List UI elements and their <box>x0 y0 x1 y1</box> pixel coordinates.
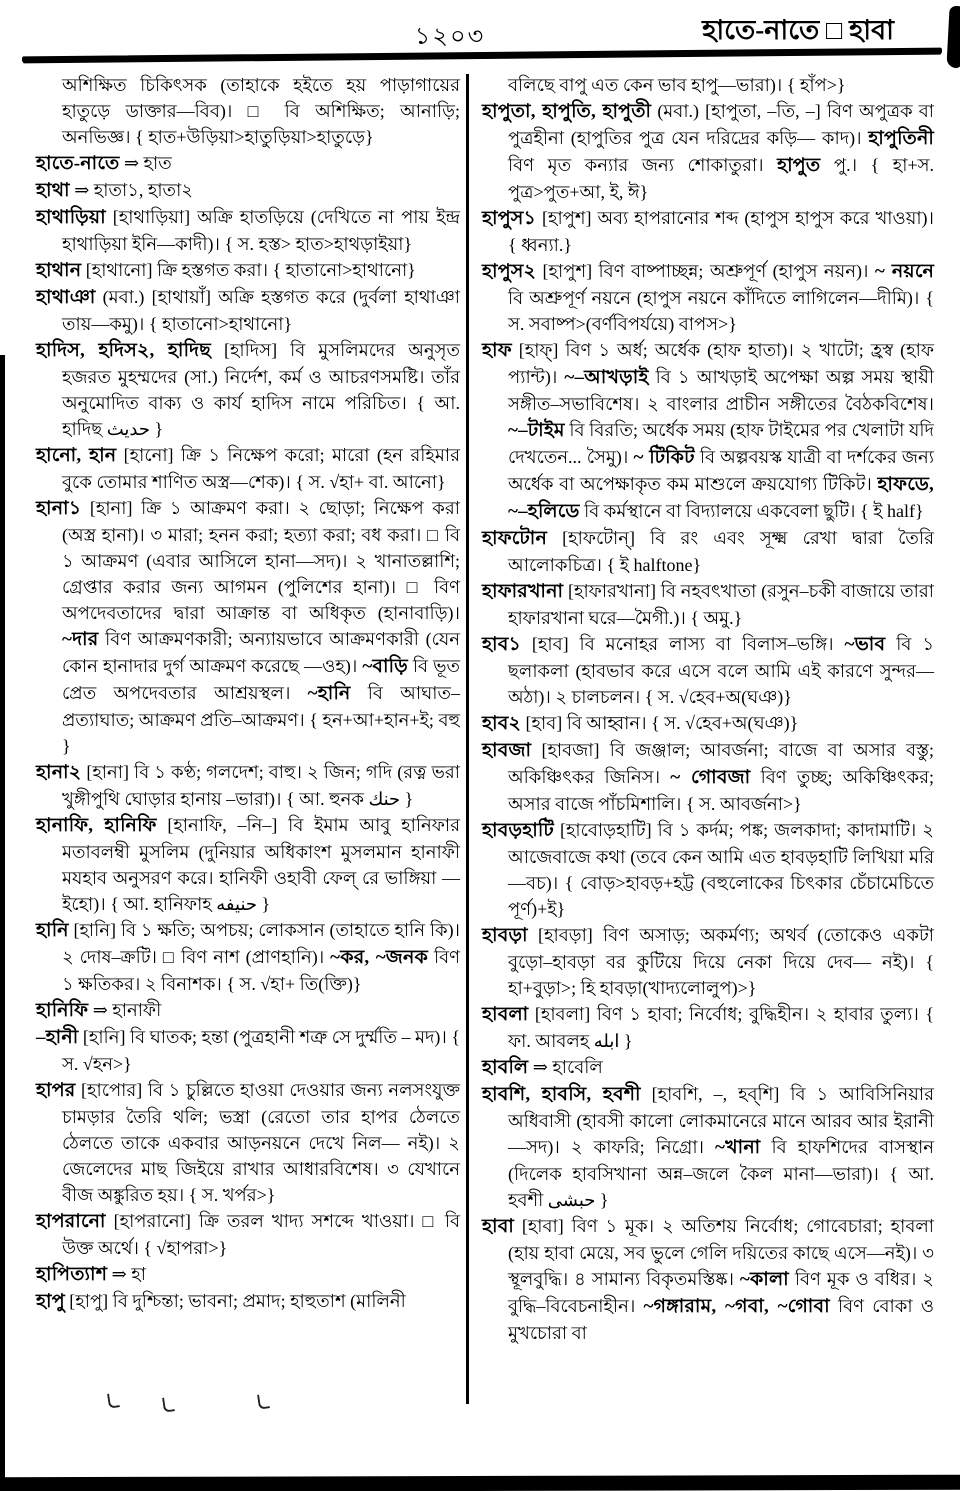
entry-text: [হাফটোন্] বি রং এবং সূক্ষ্ম রেখা দ্বারা তৈরি আলোকচিত্র। { ই halftone} <box>508 528 934 575</box>
dictionary-entry <box>36 1208 460 1261</box>
entry-text: বি ভূত প্রেত অপদেবতার আশ্রয়স্থল। <box>62 656 460 703</box>
entry-text: [হাফারখানা] বি নহবৎখাতা (রসুন–চকী বাজায়ে তারা হাফারখানা ঘরে—মৈগী.)। { অমু.} <box>508 581 934 628</box>
headword: –হানী <box>36 1027 79 1048</box>
dictionary-entry <box>36 284 460 337</box>
headword: হাব১ <box>482 634 521 655</box>
entry-text: [হানা] বি ১ কণ্ঠ; গলদেশ; বাহু। ২ জিন; গদি (রত্ন ভরা খুঙ্গীপুথি ঘোড়ার হানায় –ভারা)। { আ. হুনক حنك } <box>62 762 460 809</box>
dictionary-entry <box>36 917 460 997</box>
headword: হাপিত্যাশ <box>36 1264 108 1285</box>
entry-text: [হাপোর] বি ১ চুল্লিতে হাওয়া দেওয়ার জন্য নলসংযুক্ত চামড়ার তৈরি থলি; ভস্ত্রা (রেতো তার হাপর ঠেলতে ঠেলতে তাকে একবার আড়নয়নে দেখে নিল— নই)। ২ জেলেদের মাছ জিইয়ে রাখার আধারবিশেষ। ৩ যেখানে বীজ অঙ্কুরিত হয়। { স. খর্পর>} <box>62 1080 460 1205</box>
entry-text: ⇒ হাত <box>119 153 172 173</box>
headword: হাফারখানা <box>482 581 564 602</box>
entry-text: বলিছে বাপু এত কেন ভাব হাপু—ভারা)। { হাঁপ>} <box>508 75 846 95</box>
headword: ~ নয়নে <box>874 261 934 282</box>
entry-text: [হাদিস] বি মুসলিমদের অনুসৃত হজরত মুহম্মদের (সা.) নির্দেশ, কর্ম ও আচরণসমষ্টি। তাঁর অনুমোদিত বাক্য ও কার্য হাদিস নামে পরিচিত। { আ. হাদিছ حديث } <box>62 340 460 439</box>
dictionary-entry <box>482 631 934 710</box>
dictionary-entry <box>482 578 934 631</box>
entry-text: বিণ বোকা ও মুখচোরা বা <box>508 1296 934 1343</box>
entry-text: [হাবজা] বি জঞ্জাল; আবর্জনা; বাজে বা অসার বস্তু; অকিঞ্চিৎকর জিনিস। <box>508 740 934 787</box>
entry-text: [হানো] ক্রি ১ নিক্ষেপ করো; মারো (হন রহিমার বুকে তোমার শাণিত অস্ত্র—শেক)। { স. √হা+ বা. আনো} <box>62 445 460 492</box>
headword: হাপুতিনী <box>868 128 934 149</box>
entry-text: বিণ তুচ্ছ; অকিঞ্চিৎকর; অসার বাজে পাঁচমিশালি। { স. আবর্জনা>} <box>508 767 934 814</box>
headword: ~ গোবজা <box>670 767 751 788</box>
pencil-mark <box>257 1393 270 1409</box>
entry-text: বিণ ১ ক্ষতিকর। ২ বিনাশক। { স. √হা+ তি(ক্তি)} <box>62 947 460 994</box>
headword: হাদিস, হদিস২, হাদিছ <box>36 340 211 361</box>
left-edge-scan-line <box>0 355 5 1491</box>
headword: হাবা <box>482 1216 514 1237</box>
entry-text: বি কর্মস্থানে বা বিদ্যালয়ে একবেলা ছুটি। { ই half} <box>579 501 924 521</box>
dictionary-entry <box>482 525 934 578</box>
headword: ~বাড়ি <box>362 656 408 677</box>
entry-continuation <box>482 72 934 98</box>
left-column <box>36 72 460 1315</box>
dictionary-entry <box>36 204 460 257</box>
entry-text: [হাফ্] বিণ ১ অর্ধ; অর্ধেক (হাফ হাতা)। ২ খাটো; হ্রস্ব (হাফ প্যান্ট)। <box>508 340 934 387</box>
headword: ~কর, ~জনক <box>330 947 429 968</box>
headword: হানো, হান <box>36 445 117 466</box>
headword: হাপু <box>36 1291 65 1312</box>
entry-text: [হানি] বি ঘাতক; হন্তা (পুত্রহানী শত্রু সে দুর্ম্মতি – মদ)। { স. √হন>} <box>62 1027 460 1074</box>
column-divider <box>466 74 469 1404</box>
dictionary-entry <box>482 922 934 1001</box>
entry-text: [হাবড়া] বিণ অসাড়; অকর্মণ্য; অথর্ব (তোকেও একটা বুড়ো–হাবড়া বর কুটিয়ে দিয়ে নেকা দিয়ে দেব— নই)। { হা+বুড়া>; হি হাবড়া(খাদ্যলোলুপ)>} <box>508 925 934 998</box>
dictionary-entry <box>482 258 934 337</box>
entry-text: [হাবলা] বিণ ১ হাবা; নির্বোধ; বুদ্ধিহীন। ২ হাবার তুল্য। { ফা. আবলহ ابله } <box>508 1004 934 1051</box>
entry-continuation <box>36 72 460 150</box>
entry-text: ⇒ হাতা১, হাতা২ <box>69 180 193 200</box>
headword: ~গঙ্গারাম, ~গবা, ~গোবা <box>643 1296 830 1317</box>
entry-text: পু.। { হা+স. পুত্র>পুত+আ, ই, ঈ} <box>508 155 934 202</box>
dictionary-entry <box>36 495 460 759</box>
headword: হাপুস২ <box>482 261 537 282</box>
scan-blob-artifact <box>946 6 960 69</box>
headword: ~কালা <box>739 1269 789 1290</box>
entry-text: [হাবা] বিণ ১ মূক। ২ অতিশয় নির্বোধ; গোবেচারা; হাবলা (হায় হাবা মেয়ে, সব ভুলে গেলি দয়িতের কাছে এসে—নই)। ৩ স্থূলবুদ্ধি। ৪ সামান্য বিকৃতমস্তিষ্ক। <box>508 1216 934 1289</box>
entry-text: (মবা.) [হাথায়াঁ] অক্রি হস্তগত করে (দুর্বলা হাথাঞা তায়—কমু)। { হাতানো>হাথানো} <box>62 287 460 334</box>
dictionary-entry <box>482 817 934 922</box>
entry-text: ⇒ হানাফী <box>88 1000 162 1020</box>
headword: হাপুত <box>777 155 821 176</box>
headword: হানা২ <box>36 762 82 783</box>
pencil-mark <box>107 1392 120 1408</box>
dictionary-entry <box>36 150 460 177</box>
dictionary-entry <box>36 1288 460 1315</box>
bottom-scan-bar <box>0 1475 960 1491</box>
entry-text: বি আঘাত–প্রত্যাঘাত; আক্রমণ প্রতি–আক্রমণ। { হন+আ+হান+ই; বহু } <box>62 683 460 756</box>
entry-text: বি ১ আখড়াই অপেক্ষা অল্প সময় স্থায়ী সঙ্গীত–সভাবিশেষ। ২ বাংলার প্রাচীন সঙ্গীতের বৈঠকবিশেষ। <box>508 367 934 414</box>
headword: হাব২ <box>482 713 522 734</box>
entry-text: বিণ মূক ও বধির। ২ বুদ্ধি–বিবেচনাহীন। <box>508 1269 934 1316</box>
headword: হাবলা <box>482 1004 529 1025</box>
headword: হাথা <box>36 180 70 201</box>
headword: ~হানি <box>307 683 351 704</box>
headword: হাপরানো <box>36 1211 106 1232</box>
entry-text: [হাপু] বি দুশ্চিন্তা; ভাবনা; প্রমাদ; হাহুতাশ (মালিনী <box>64 1291 406 1311</box>
entry-text: [হাপুশ] বিণ বাষ্পাচ্ছন্ন; অশ্রুপূর্ণ (হাপুস নয়ন)। <box>536 261 875 281</box>
headword: হাথাঞা <box>36 287 96 308</box>
headword: হাথান <box>36 260 82 281</box>
entry-text: [হাপুশ] অব্য হাপরানোর শব্দ (হাপুস হাপুস করে খাওয়া)। { ধ্বন্যা.} <box>508 208 934 255</box>
right-column <box>482 72 934 1346</box>
headword: হাপুতা, হাপুতি, হাপুতী <box>482 101 652 122</box>
headword: হাবড়হাটি <box>482 820 554 841</box>
entry-text: বি অল্পবয়স্ক যাত্রী বা দর্শকের জন্য অর্ধেক বা অপেক্ষাকৃত কম মাশুলে ক্রয়যোগ্য টিকিট। <box>508 447 934 494</box>
page-number: ১২০৩ <box>414 24 486 50</box>
dictionary-entry <box>482 737 934 817</box>
entry-text: [হানা] ক্রি ১ আক্রমণ করা। ২ ছোড়া; নিক্ষেপ করা (অস্ত্র হানা)। ৩ মারা; হনন করা; হত্যা করা; বধ করা। □ বি ১ আক্রমণ (এবার আসিলে হানা—সদ)। ২ খানাতল্লাশি; গ্রেপ্তার করার জন্য আগমন (পুলিশের হানা)। □ বিণ অপদেবতাদের দ্বারা আক্রান্ত বা অধিকৃত (হানাবাড়ি)। <box>62 498 460 623</box>
entry-text: বি বিরতি; অর্ধেক সময় (হাফ টাইমের পর খেলাটা যদি দেখতেন... সৈমু)। <box>508 420 934 467</box>
entry-text: ⇒ হা <box>107 1264 146 1284</box>
headword: হাথাড়িয়া <box>36 207 106 228</box>
entry-text: (মবা.) [হাপুতা, –তি, –] বিণ অপুত্রক বা পুত্রহীনা (হাপুতির পুত্র যেন দরিদ্রের কড়ি— কাদ)। <box>508 101 934 148</box>
dictionary-entry <box>482 337 934 525</box>
dictionary-entry <box>482 98 934 205</box>
entry-text: [হাথাড়িয়া] অক্রি হাতড়িয়ে (দেখিতে না পায় ইন্দ্র হাথাড়িয়া ইনি—কাদী)। { স. হস্ত> হাত>হাথড়াইয়া} <box>62 207 460 254</box>
headword: হাফটোন <box>482 528 548 549</box>
entry-text: বিণ আক্রমণকারী; অন্যায়ভাবে আক্রমণকারী (যেন কোন হানাদার দুর্গ আক্রমণ করেছে —ওহ)। <box>62 629 460 676</box>
headword: ~ভাব <box>844 634 886 655</box>
running-head: হাতে-নাতে □ হাবা <box>702 15 894 45</box>
dictionary-entry <box>36 442 460 495</box>
headword: হাবজা <box>482 740 532 761</box>
entry-text: [হাবোড়হাটি] বি ১ কর্দম; পঙ্ক; জলকাদা; কাদামাটি। ২ আজেবাজে কথা (তবে কেন আমি এত হাবড়হাটি লিখিয়া মরি—বচ)। { বোড়>হাবড়+হট্ট (বহুলোকের চিৎকার চেঁচামেচিতে পূর্ণ)+ই} <box>508 820 934 919</box>
entry-text: বি ১ ছলাকলা (হাবভাব করে এসে বলে আমি এই কারণে সুন্দর—অঠা)। ২ চালচলন। { স. √হেব+অ(ঘঞ)} <box>508 634 934 707</box>
headword: ~খানা <box>715 1137 761 1158</box>
entry-text: [হাব] বি মনোহর লাস্য বা বিলাস–ভঙ্গি। <box>521 634 845 654</box>
headword: হাতে-নাতে <box>36 153 120 174</box>
headword: হাবশি, হাবসি, হবশী <box>482 1084 641 1105</box>
headword: হানিফি <box>36 1000 89 1021</box>
dictionary-entry <box>36 257 460 284</box>
dictionary-entry <box>482 205 934 258</box>
headword: ~দার <box>62 629 99 650</box>
entry-text: বি অশ্রুপূর্ণ নয়নে (হাপুস নয়নে কাঁদিতে লাগিলেন—দীমি)। { স. সবাষ্প>(বর্ণবিপর্যয়ে) বাপস>} <box>508 288 934 334</box>
dictionary-entry <box>36 177 460 204</box>
headword: ~–টাইম <box>508 420 565 441</box>
headword: হানি <box>36 920 69 941</box>
dictionary-entry <box>482 1213 934 1346</box>
entry-text: [হাবশি, –, হব্‌শি] বি ১ আবিসিনিয়ার অধিবাসী (হাবসী কালো লোকমানেরে মানে আরব আর ইরানী—সদ)। ২ কাফরি; নিগ্রো। <box>508 1084 934 1157</box>
headword: হাবড়া <box>482 925 528 946</box>
dictionary-entry <box>36 1261 460 1288</box>
dictionary-entry <box>36 1077 460 1208</box>
pencil-mark <box>162 1396 175 1412</box>
dictionary-entry <box>482 710 934 737</box>
entry-text: বিণ মৃত কন্যার জন্য শোকাতুরা। <box>508 155 778 175</box>
headword: হাবলি <box>482 1057 529 1078</box>
entry-text: ⇒ হাবেলি <box>528 1057 603 1077</box>
entry-text: অশিক্ষিত চিকিৎসক (তাহাকে হইতে হয় পাড়াগায়ের হাতুড়ে ডাক্তার—বিব)। □ বি অশিক্ষিত; আনাড়ি; অনভিজ্ঞ। { হাত+উড়িয়া>হাতুড়িয়া>হাতুড়ে} <box>62 75 460 147</box>
headword: হানাফি, হানিফি <box>36 815 157 836</box>
headword: ~–আখড়াই <box>564 367 649 388</box>
dictionary-entry <box>36 337 460 442</box>
headword: হাপর <box>36 1080 76 1101</box>
entry-text: [হানি] বি ১ ক্ষতি; অপচয়; লোকসান (তাহাতে হানি কি)। ২ দোষ–ক্রটি। □ বিণ নাশ (প্রাণহানি)। <box>62 920 460 967</box>
dictionary-entry <box>36 1024 460 1077</box>
entry-text: [হাথানো] ক্রি হস্তগত করা। { হাতানো>হাথানো} <box>81 260 416 280</box>
dictionary-entry <box>482 1001 934 1054</box>
headword: ~ টিকিট <box>633 447 695 468</box>
headword: হাপুস১ <box>482 208 537 229</box>
dictionary-entry <box>36 997 460 1024</box>
dictionary-entry <box>482 1081 934 1213</box>
dictionary-entry <box>36 759 460 812</box>
dictionary-entry <box>482 1054 934 1081</box>
headword: হাফ <box>482 340 512 361</box>
entry-text: [হাব] বি আহ্বান। { স. √হেব+অ(ঘঞ)} <box>521 713 799 733</box>
dictionary-entry <box>36 812 460 917</box>
entry-text: [হানাফি, –নি–] বি ইমাম আবু হানিফার মতাবলম্বী মুসলিম (দুনিয়ার অধিকাংশ মুসলমান হানাফী মযহাব অনুসরণ করে। হানিফী ওহাবী ফেল্ রে ভাঙ্গিয়া —ইহো)। { আ. হানিফাহ حنيفه } <box>62 815 460 914</box>
entry-text: [হাপরানো] ক্রি তরল খাদ্য সশব্দে খাওয়া। □ বি উক্ত অর্থে। { √হাপরা>} <box>62 1211 460 1258</box>
entry-text: বি হাফশিদের বাসস্থান (দিলেক হাবসিখানা অন্ন–জলে কৈল মানা—ভারা)। { আ. হবশী حبشى } <box>508 1137 934 1210</box>
headword: হাফডে, ~–হলিডে <box>508 474 934 522</box>
headword: হানা১ <box>36 498 82 519</box>
